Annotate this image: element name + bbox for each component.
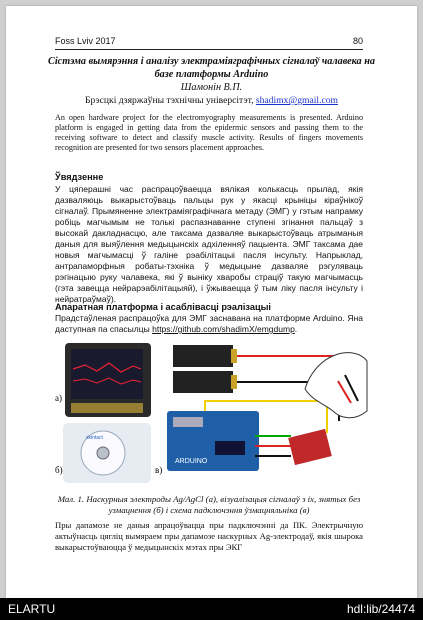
figure-caption: Мал. 1. Наскурныя электроды Ag/AgCl (а), візуалізацыя сігналаў з іх, знятых без узмацнення (б) і схема падключэння ўзмацняльніка (в) xyxy=(57,494,361,515)
amplifier-board xyxy=(288,429,332,465)
intro-heading: Ўвядзенне xyxy=(55,172,104,182)
platform-paragraph xyxy=(55,313,363,335)
footer-left: ELARTU xyxy=(8,602,56,616)
abstract: An open hardware project for the electromyography measurements is presented. Arduino platform is engaged in getting data from the epidermic sensors and passing them to the receiving software to detect and classify muscle activity. Results of fingers movements recognition are presented for two sensors placement approaches. xyxy=(55,113,363,152)
platform-period: . xyxy=(294,324,298,334)
battery-2 xyxy=(173,371,233,393)
journal-name: Foss Lviv 2017 xyxy=(55,36,116,46)
label-b: б) xyxy=(55,465,63,475)
paper-page xyxy=(6,6,417,598)
running-header xyxy=(55,36,363,50)
battery-1 xyxy=(173,345,233,367)
affiliation xyxy=(36,95,387,106)
author: Шамонін В.П. xyxy=(180,82,243,93)
label-v: в) xyxy=(155,465,163,475)
label-a: а) xyxy=(55,393,62,403)
arm-drawing xyxy=(305,353,367,418)
university: Брэсцкі дзяржаўны тэхнічны універсітэт, xyxy=(85,95,254,106)
footer-right: hdl:lib/24474 xyxy=(346,602,415,616)
electrode-brand: skintact xyxy=(86,435,103,441)
page-number: 80 xyxy=(352,36,363,46)
email-link[interactable]: shadimx@gmail.com xyxy=(255,95,338,106)
github-link[interactable]: https://github.com/shadimX/emgdump xyxy=(152,324,295,334)
paper-title: Сістэма вымярэння і аналізу электраміяграфічных сігналаў чалавека на базе платформы Arduino xyxy=(48,56,375,80)
arduino-label: ARDUINO xyxy=(175,458,208,465)
platform-text: Прадстаўленая распрацоўка для ЭМГ заснавана на платформе Arduino. Яна даступная па спасылцы xyxy=(55,313,363,334)
figure-1 xyxy=(55,341,369,491)
body-paragraph: Пры дапамозе не даныя апрацоўвацца пры падключэнні да ПК. Электрычную актыўнасць цягліц вымяраем пры дапамозе наскурных Ag-электродаў, якія шырока выкарыстоўваюцца ў медыцынскіх мэтах пры ЭКГ xyxy=(55,520,363,552)
platform-heading: Апаратная платформа і асаблівасці рэалізацыі xyxy=(55,302,271,312)
figure-illustration xyxy=(55,341,369,491)
intro-paragraph: У цяперашні час распрацоўваецца вялікая колькасць прылад, якія дазваляюць выкарыстоўваць пальцы рук у якасці крыніцы кіраўнікоў сігналаў. Прымяненне электраміяграфічнага метаду (ЭМГ) у гэтым напрамку робіць магчымым не толькі распазнаванне ступені згінання пальцаў з высокай дакладнасцю, але таксама дазваляе выкарыстоўваць атрыманыя даныя для выяўлення медыцынскіх адхіленняў пацыента. ЭМГ таксама дае новыя магчымасці ў галіне рэабілітацыі пасля інсульту. Напрыклад, антрапаморфныя робаты-тэхніка ў медыцыне дазваляе рэгуляваць рэгінацыю руку чалавека, які ў выніку хваробы страціў такую магчымасць (гэта завецца нейрарэабілітацыяй), і ўжываецца ў тым ліку пасля інсульту і нейратраўмаў). xyxy=(55,184,363,304)
footer-bar xyxy=(0,598,423,620)
